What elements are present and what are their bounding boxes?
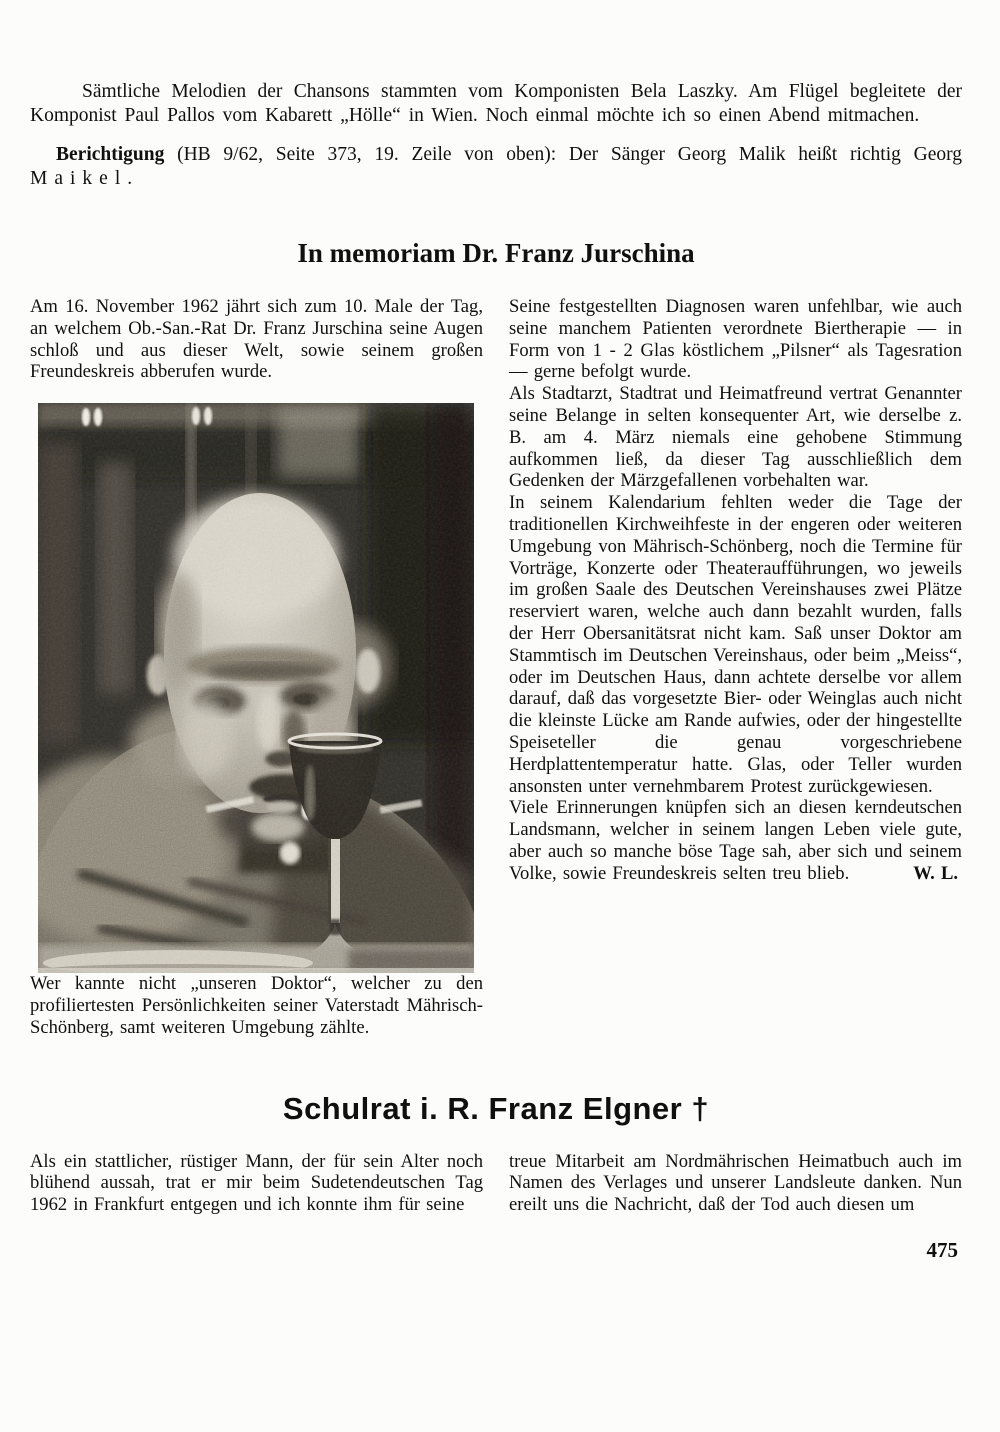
memoriam-paragraph-4-text: Viele Erinnerungen knüpfen sich an diesen kerndeutschen Landsmann, welcher in seinem langen Leben viele gute, aber auch so manche böse Tage sah, aber sich und seinem Volke, sowie Freundeskreis selten treu blieb. [509,797,962,884]
memoriam-paragraph-2: Als Stadtarzt, Stadtrat und Heimatfreund vertrat Genannter seine Belange in selten konsequenter Art, wie derselbe z. B. am 4. März niemals eine gehobene Stimmung aufkommen ließ, da dieser Tag ausschließlich dem Gedenken der Märzgefallenen vorbehalten war. [509,383,962,492]
portrait-photo [38,403,474,973]
page-number: 475 [926,1237,958,1262]
memoriam-left-column [30,296,483,1039]
memoriam-right-column [509,296,962,1039]
elgner-heading: Schulrat i. R. Franz Elgner † [282,1090,710,1126]
corrected-name: Maikel [30,168,128,189]
correction-paragraph [30,143,962,191]
memoriam-columns [30,296,962,1039]
correction-lead: Berichtigung [56,144,165,165]
elgner-left-column [30,1151,483,1216]
elgner-right-paragraph: treue Mitarbeit am Nordmährischen Heimatbuch auch im Namen des Verlages und unserer Landsleute danken. Nun ereilt uns die Nachricht, daß der Tod auch diesen um [509,1150,962,1216]
elgner-columns [30,1151,962,1216]
memoriam-left-paragraph: Am 16. November 1962 jährt sich zum 10. Male der Tag, an welchem Ob.-San.-Rat Dr. Franz Jurschina seine Augen schloß und aus dieser Welt, sowie seinem großen Freundeskreis abberufen wurde. [30,296,483,383]
memoriam-paragraph-3: In seinem Kalendarium fehlten weder die Tage der traditionellen Kirchweihfeste in der engeren oder weiteren Umgebung von Mährisch-Schönberg, noch die Termine für Vorträge, Konzerte oder Theateraufführungen, wo jeweils im großen Saale des Deutschen Vereinshauses zwei Plätze reserviert waren, welche auch dann bezahlt wurden, falls der Herr Obersanitätsrat nicht kam. Saß unser Doktor am Stammtisch im Deutschen Vereinshaus, oder beim „Meiss“, oder im Deutschen Haus, dann achtete derselbe vor allem darauf, daß das vorgesetzte Bier- oder Weinglas auch nicht die kleinste Lücke am Rande aufwies, oder der hingestellte Speiseteller die genau vorgeschriebene Herdplattentemperatur hatte. Glas, oder Teller wurden ansonsten unter vernehmbarem Protest zurückgewiesen. [509,492,962,797]
intro-paragraph: Sämtliche Melodien der Chansons stammten vom Komponisten Bela Laszky. Am Flügel begleitete der Komponist Paul Pallos vom Kabarett „Hölle“ in Wien. Noch einmal möchte ich so einen Abend mitmachen. [30,81,962,126]
elgner-left-paragraph: Als ein stattlicher, rüstiger Mann, der für sein Alter noch blühend aussah, trat er mir beim Sudetendeutschen Tag 1962 in Frankfurt entgegen und ich konnte ihm für seine [30,1150,483,1216]
intro-section [30,80,962,191]
elgner-right-column [509,1151,962,1216]
correction-body: (HB 9/62, Seite 373, 19. Zeile von oben): Der Sänger Georg Malik heißt richtig Georg [164,144,962,165]
memoriam-paragraph-4 [509,797,962,884]
correction-tail: . [127,168,133,189]
memoriam-heading: In memoriam Dr. Franz Jurschina [297,238,695,268]
photo-caption: Wer kannte nicht „unseren Doktor“, welcher zu den profiliertesten Persönlichkeiten seiner Vaterstadt Mährisch-Schönberg, samt weiteren Umgebung zählte. [30,973,483,1038]
portrait-photo-frame [38,403,474,973]
memoriam-paragraph-1: Seine festgestellten Diagnosen waren unfehlbar, wie auch seine manchem Patienten verordnete Biertherapie — in Form von 1 - 2 Glas köstlichem „Pilsner“ als Tagesration — gerne befolgt wurde. [509,296,962,383]
author-initials: W. L. [913,862,958,884]
